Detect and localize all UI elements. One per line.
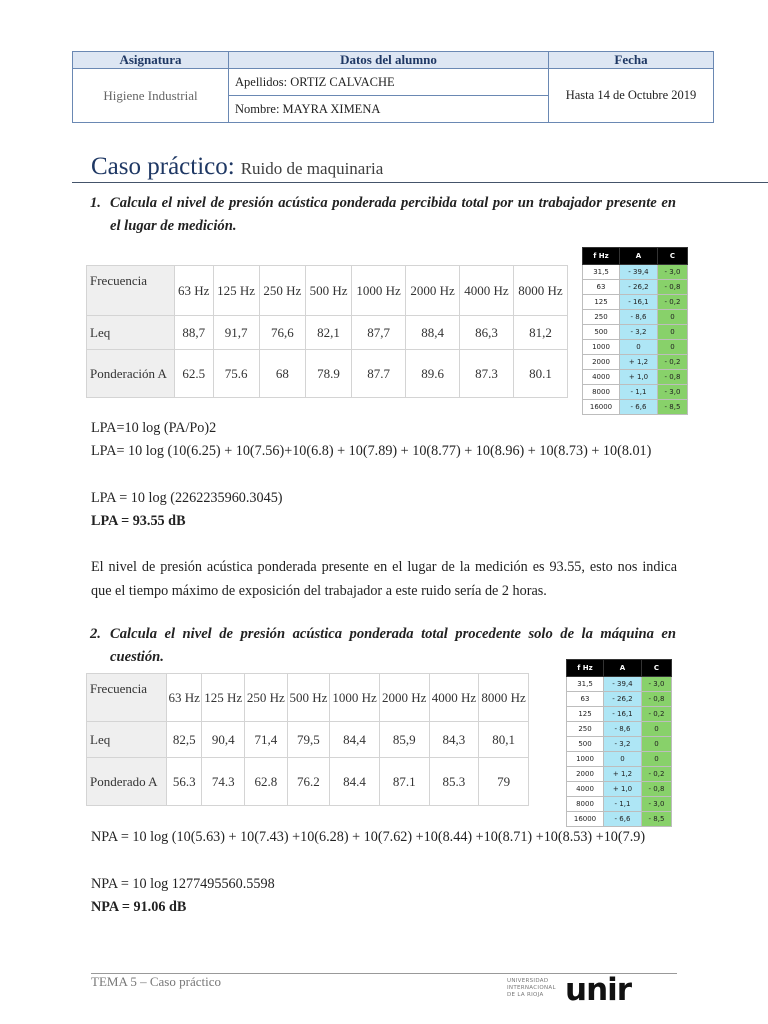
- student-name: Nombre: MAYRA XIMENA: [229, 96, 549, 123]
- table1-cell: 91,7: [213, 316, 259, 350]
- weighting-head: f Hz: [583, 248, 620, 265]
- calc2-result-text: NPA = 91.06 dB: [91, 899, 187, 915]
- frequency-table-2: [86, 673, 529, 806]
- weighting-cell: 4000: [583, 370, 620, 385]
- table1-header-cell: 2000 Hz: [406, 266, 460, 316]
- table2-cell: 62.8: [245, 758, 288, 806]
- weighting-cell: - 16,1: [604, 707, 642, 722]
- table2-cell: 85,9: [379, 722, 429, 758]
- weighting-head: A: [604, 660, 642, 677]
- weighting-table-2: [566, 659, 672, 827]
- weighting-cell: 250: [567, 722, 604, 737]
- footer-text: TEMA 5 – Caso práctico: [91, 974, 221, 989]
- table1-header-cell: 63 Hz: [175, 266, 214, 316]
- table1-cell: 81,2: [513, 316, 567, 350]
- calc2-result: [91, 896, 186, 920]
- weighting-cell: 0: [604, 752, 642, 767]
- weighting-row: [583, 400, 688, 415]
- table1-header-cell: 1000 Hz: [352, 266, 406, 316]
- weighting-cell: - 1,1: [604, 797, 642, 812]
- weighting-cell: 1000: [583, 340, 620, 355]
- date-value: Hasta 14 de Octubre 2019: [549, 69, 714, 123]
- weighting-head: A: [620, 248, 658, 265]
- table2-cell: 80,1: [479, 722, 529, 758]
- weighting-row: [567, 812, 672, 827]
- title-main: Caso práctico:: [91, 153, 235, 180]
- weighting-cell: 16000: [567, 812, 604, 827]
- question-1: [90, 192, 676, 238]
- table2-cell: 56.3: [167, 758, 202, 806]
- table2-row-label: Ponderado A: [87, 758, 167, 806]
- table2-header-cell: 63 Hz: [167, 674, 202, 722]
- table1-cell: 76,6: [259, 316, 305, 350]
- weighting-cell: 31,5: [567, 677, 604, 692]
- weighting-head: f Hz: [567, 660, 604, 677]
- weighting-cell: + 1,2: [620, 355, 658, 370]
- weighting-row: [567, 752, 672, 767]
- table1-row-label: Leq: [87, 316, 175, 350]
- weighting-cell: - 39,4: [604, 677, 642, 692]
- table2-header-cell: 4000 Hz: [429, 674, 479, 722]
- weighting-cell: - 8,5: [657, 400, 687, 415]
- weighting-cell: 0: [657, 340, 687, 355]
- calc1-result-text: LPA = 93.55 dB: [91, 513, 186, 529]
- weighting-cell: - 3,2: [620, 325, 658, 340]
- logo-small-line: DE LA RIOJA: [507, 992, 544, 998]
- page-title: [91, 153, 383, 181]
- table1-cell: 78.9: [305, 350, 351, 398]
- table2-header-cell: 8000 Hz: [479, 674, 529, 722]
- table1-cell: 80.1: [513, 350, 567, 398]
- weighting-cell: - 0,2: [657, 295, 687, 310]
- table1-cell: 62.5: [175, 350, 214, 398]
- weighting-row: [583, 325, 688, 340]
- table2-cell: 71,4: [245, 722, 288, 758]
- table1-cell: 87,7: [352, 316, 406, 350]
- weighting-cell: - 8,6: [604, 722, 642, 737]
- table1-header-cell: 8000 Hz: [513, 266, 567, 316]
- weighting-row: [583, 370, 688, 385]
- title-sub: Ruido de maquinaria: [240, 159, 384, 178]
- weighting-cell: - 3,0: [641, 677, 671, 692]
- table1-header-cell: 250 Hz: [259, 266, 305, 316]
- weighting-cell: 0: [641, 722, 671, 737]
- table1-cell: 75.6: [213, 350, 259, 398]
- weighting-cell: 0: [657, 325, 687, 340]
- weighting-cell: 0: [641, 737, 671, 752]
- question-2-text: Calcula el nivel de presión acústica ponderada total procedente solo de la máquina en cuestión.: [110, 626, 676, 665]
- weighting-cell: 4000: [567, 782, 604, 797]
- question-1-text: Calcula el nivel de presión acústica ponderada percibida total por un trabajador presente en el lugar de medición.: [110, 195, 676, 234]
- frequency-table-1: [86, 265, 568, 398]
- weighting-cell: - 8,6: [620, 310, 658, 325]
- weighting-cell: - 3,0: [657, 265, 687, 280]
- table2-cell: 85.3: [429, 758, 479, 806]
- weighting-cell: 63: [567, 692, 604, 707]
- table2-cell: 76.2: [287, 758, 330, 806]
- weighting-cell: 16000: [583, 400, 620, 415]
- weighting-cell: 250: [583, 310, 620, 325]
- weighting-cell: - 3,2: [604, 737, 642, 752]
- table1-row-label: Ponderación A: [87, 350, 175, 398]
- weighting-cell: 1000: [567, 752, 604, 767]
- table1-header-cell: 500 Hz: [305, 266, 351, 316]
- calc1-result: [91, 510, 186, 534]
- table2-header-cell: 125 Hz: [202, 674, 245, 722]
- weighting-cell: - 39,4: [620, 265, 658, 280]
- calc1-line1: LPA=10 log (PA/Po)2: [91, 420, 217, 436]
- weighting-row: [567, 737, 672, 752]
- weighting-row: [567, 692, 672, 707]
- weighting-cell: 8000: [583, 385, 620, 400]
- weighting-cell: - 0,2: [657, 355, 687, 370]
- header-student-label: Datos del alumno: [229, 52, 549, 69]
- table2-cell: 79,5: [287, 722, 330, 758]
- table1-header-cell: 4000 Hz: [460, 266, 514, 316]
- weighting-row: [567, 677, 672, 692]
- weighting-head: C: [657, 248, 687, 265]
- weighting-row: [583, 280, 688, 295]
- table2-header-cell: 2000 Hz: [379, 674, 429, 722]
- table1-cell: 68: [259, 350, 305, 398]
- weighting-cell: - 0,8: [641, 782, 671, 797]
- logo-wordmark: unir: [565, 972, 632, 1008]
- weighting-head: C: [641, 660, 671, 677]
- weighting-cell: 125: [567, 707, 604, 722]
- weighting-row: [567, 797, 672, 812]
- weighting-table-1: [582, 247, 688, 415]
- header-subject-label: Asignatura: [73, 52, 229, 69]
- question-1-number: 1.: [90, 195, 101, 211]
- table1-cell: 87.7: [352, 350, 406, 398]
- weighting-cell: - 6,6: [604, 812, 642, 827]
- title-divider: [72, 182, 768, 183]
- weighting-cell: - 1,1: [620, 385, 658, 400]
- table2-cell: 84,4: [330, 722, 380, 758]
- table2-cell: 84.4: [330, 758, 380, 806]
- calc1-line3: LPA = 10 log (2262235960.3045): [91, 490, 283, 506]
- weighting-cell: + 1,2: [604, 767, 642, 782]
- logo-small-line: UNIVERSIDAD: [507, 978, 549, 984]
- weighting-cell: - 26,2: [604, 692, 642, 707]
- weighting-row: [583, 310, 688, 325]
- calc1-line2: LPA= 10 log (10(6.25) + 10(7.56)+10(6.8) + 10(7.89) + 10(8.77) + 10(8.96) + 10(8.73) + 10(8.01): [91, 443, 652, 459]
- table2-cell: 87.1: [379, 758, 429, 806]
- weighting-row: [583, 295, 688, 310]
- weighting-cell: 125: [583, 295, 620, 310]
- conclusion-paragraph: El nivel de presión acústica ponderada presente en el lugar de la medición es 93.55, esto nos indica que el tiempo máximo de exposición del trabajador a este ruido sería de 2 horas.: [91, 559, 677, 599]
- weighting-cell: 2000: [567, 767, 604, 782]
- weighting-cell: 500: [567, 737, 604, 752]
- weighting-row: [567, 722, 672, 737]
- weighting-cell: 63: [583, 280, 620, 295]
- weighting-cell: 0: [641, 752, 671, 767]
- weighting-row: [567, 707, 672, 722]
- weighting-cell: + 1,0: [620, 370, 658, 385]
- table2-cell: 82,5: [167, 722, 202, 758]
- table2-header-label: Frecuencia: [87, 674, 167, 722]
- weighting-cell: - 0,8: [657, 280, 687, 295]
- table2-row-label: Leq: [87, 722, 167, 758]
- unir-logo: [507, 972, 632, 1008]
- weighting-row: [567, 782, 672, 797]
- table2-cell: 90,4: [202, 722, 245, 758]
- weighting-cell: 0: [620, 340, 658, 355]
- weighting-cell: - 8,5: [641, 812, 671, 827]
- weighting-cell: 500: [583, 325, 620, 340]
- table1-cell: 87.3: [460, 350, 514, 398]
- weighting-row: [583, 340, 688, 355]
- table1-cell: 88,4: [406, 316, 460, 350]
- weighting-row: [567, 767, 672, 782]
- calc2-line2: NPA = 10 log 1277495560.5598: [91, 876, 275, 892]
- calc2-line1: NPA = 10 log (10(5.63) + 10(7.43) +10(6.28) + 10(7.62) +10(8.44) +10(8.71) +10(8.53) +10(7.9): [91, 829, 646, 845]
- header-date-label: Fecha: [549, 52, 714, 69]
- table1-header-label: Frecuencia: [87, 266, 175, 316]
- table1-cell: 89.6: [406, 350, 460, 398]
- weighting-cell: - 0,8: [641, 692, 671, 707]
- weighting-cell: - 6,6: [620, 400, 658, 415]
- table1-cell: 86,3: [460, 316, 514, 350]
- weighting-body-1: [583, 265, 688, 415]
- header-table: [72, 51, 714, 123]
- student-surname: Apellidos: ORTIZ CALVACHE: [229, 69, 549, 96]
- weighting-cell: - 3,0: [641, 797, 671, 812]
- weighting-row: [583, 265, 688, 280]
- table1-header-cell: 125 Hz: [213, 266, 259, 316]
- subject-value: Higiene Industrial: [73, 69, 229, 123]
- table2-cell: 84,3: [429, 722, 479, 758]
- weighting-cell: - 16,1: [620, 295, 658, 310]
- table2-header-cell: 1000 Hz: [330, 674, 380, 722]
- question-2-number: 2.: [90, 626, 101, 642]
- weighting-row: [583, 355, 688, 370]
- weighting-cell: 2000: [583, 355, 620, 370]
- table2-cell: 74.3: [202, 758, 245, 806]
- weighting-cell: - 3,0: [657, 385, 687, 400]
- logo-small-line: INTERNACIONAL: [507, 985, 556, 991]
- weighting-row: [583, 385, 688, 400]
- weighting-cell: - 0,2: [641, 767, 671, 782]
- weighting-cell: 31,5: [583, 265, 620, 280]
- table1-cell: 82,1: [305, 316, 351, 350]
- weighting-cell: - 26,2: [620, 280, 658, 295]
- table2-cell: 79: [479, 758, 529, 806]
- table1-cell: 88,7: [175, 316, 214, 350]
- weighting-cell: + 1,0: [604, 782, 642, 797]
- table2-header-cell: 250 Hz: [245, 674, 288, 722]
- weighting-cell: - 0,8: [657, 370, 687, 385]
- weighting-body-2: [567, 677, 672, 827]
- weighting-cell: 8000: [567, 797, 604, 812]
- table2-header-cell: 500 Hz: [287, 674, 330, 722]
- weighting-cell: - 0,2: [641, 707, 671, 722]
- weighting-cell: 0: [657, 310, 687, 325]
